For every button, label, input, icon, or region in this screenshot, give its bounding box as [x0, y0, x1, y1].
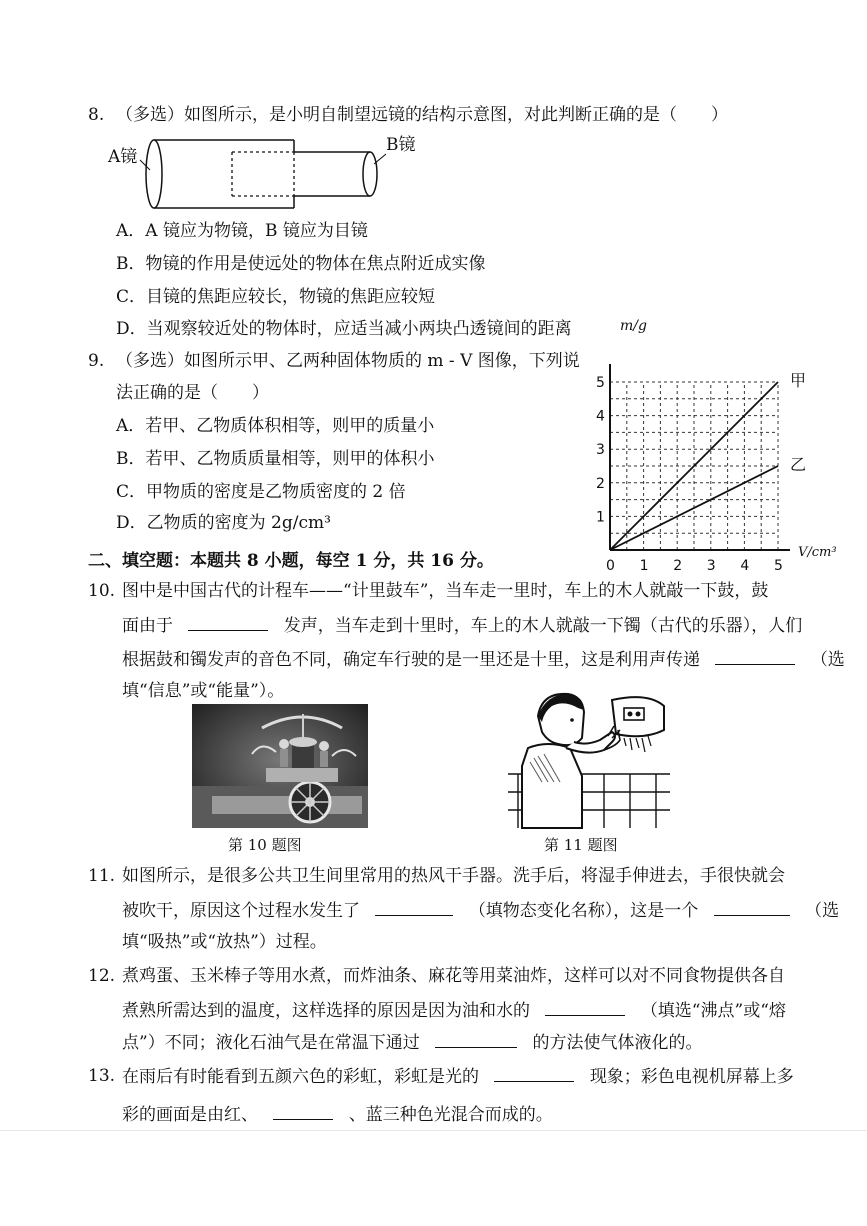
y-axis-label: m/g — [620, 318, 647, 334]
q13-line2 — [122, 1103, 553, 1126]
q13-line2-start: 彩的画面是由红、 — [122, 1105, 258, 1125]
q12-line3 — [122, 1031, 703, 1054]
q10-number: 10. — [88, 581, 116, 601]
x-axis-label: V/cm³ — [798, 545, 837, 560]
series-label: 乙 — [790, 455, 807, 474]
q9-number: 9. — [88, 351, 105, 371]
q8-option-a: A．A 镜应为物镜，B 镜应为目镜 — [116, 221, 368, 241]
q13-line1-start: 在雨后有时能看到五颜六色的彩虹，彩虹是光的 — [122, 1067, 479, 1087]
q13-line2-end: 、蓝三种色光混合而成的。 — [348, 1105, 553, 1125]
q9-stem-line2: 法正确的是（ ） — [116, 383, 269, 403]
q11-blank-2[interactable] — [714, 899, 790, 916]
q11-blank-1[interactable] — [375, 899, 453, 916]
lens-b-label: B镜 — [386, 135, 416, 155]
x-tick-label: 2 — [673, 558, 683, 574]
q10-line2-end: 发声，当车走到十里时，车上的木人就敲一下镯（古代的乐器），人们 — [283, 616, 803, 636]
q13-blank-1[interactable] — [494, 1065, 574, 1082]
q11-line2-mid: （填物态变化名称），这是一个 — [468, 901, 699, 921]
q8-option-b: B．物镜的作用是使远处的物体在焦点附近成实像 — [116, 254, 486, 274]
q10-line2 — [122, 614, 802, 637]
q12-line1: 煮鸡蛋、玉米棒子等用水煮，而炸油条、麻花等用菜油炸，这样可以对不同食物提供各自 — [122, 966, 785, 986]
y-tick-label: 4 — [596, 408, 605, 425]
q9-option-d: D．乙物质的密度为 2g/cm³ — [116, 513, 331, 533]
q8-option-d: D．当观察较近处的物体时，应适当减小两块凸透镜间的距离 — [116, 319, 572, 339]
q12-blank-2[interactable] — [435, 1031, 517, 1048]
y-tick-label: 2 — [596, 475, 605, 492]
x-tick-label: 5 — [774, 558, 783, 574]
q8-number: 8. — [88, 105, 105, 125]
lens-a-label: A镜 — [108, 147, 138, 167]
q10-line3-end: （选 — [810, 650, 845, 670]
q9-option-c: C．甲物质的密度是乙物质密度的 2 倍 — [116, 482, 406, 502]
q11-number: 11. — [88, 866, 116, 886]
q10-line2-start: 面由于 — [122, 616, 173, 636]
q12-blank-1[interactable] — [545, 999, 625, 1016]
mv-chart — [592, 312, 860, 574]
y-tick-label: 5 — [596, 375, 605, 391]
q12-number: 12. — [88, 966, 116, 986]
q12-line2-start: 煮熟所需达到的温度，这样选择的原因是因为油和水的 — [122, 1001, 530, 1021]
q10-line3-start: 根据鼓和镯发声的音色不同，确定车行驶的是一里还是十里，这是利用声传递 — [122, 650, 700, 670]
q9-option-b: B．若甲、乙物质质量相等，则甲的体积小 — [116, 449, 435, 469]
q11-line1: 如图所示，是很多公共卫生间里常用的热风干手器。洗手后，将湿手伸进去，手很快就会 — [122, 866, 785, 886]
q10-line3 — [122, 648, 845, 671]
fig11-caption: 第 11 题图 — [544, 836, 618, 854]
q8-stem: （多选）如图所示，是小明自制望远镜的结构示意图，对此判断正确的是（ ） — [116, 105, 728, 125]
q12-line2 — [122, 999, 786, 1022]
q10-line4: 填“信息”或“能量”）。 — [122, 681, 285, 701]
x-tick-label: 3 — [706, 558, 716, 574]
q12-line3-end: 的方法使气体液化的。 — [532, 1033, 703, 1053]
q13-line1 — [122, 1065, 794, 1088]
hand-dryer-illustration — [508, 686, 670, 828]
q13-blank-2[interactable] — [273, 1103, 333, 1120]
page-bottom-rule — [0, 1130, 867, 1131]
x-tick-label: 4 — [740, 558, 750, 574]
y-tick-label: 1 — [596, 509, 605, 526]
x-tick-label: 1 — [639, 558, 649, 574]
section-title: 二、填空题：本题共 8 小题，每空 1 分，共 16 分。 — [88, 551, 494, 571]
q10-line1: 图中是中国古代的计程车——“计里鼓车”，当车走一里时，车上的木人就敲一下鼓，鼓 — [122, 581, 769, 601]
telescope-diagram — [108, 134, 428, 214]
q9-option-a: A．若甲、乙物质体积相等，则甲的质量小 — [116, 416, 435, 436]
q11-line2-end: （选 — [805, 901, 840, 921]
q12-line2-end: （填选“沸点”或“熔 — [640, 1001, 786, 1021]
y-tick-label: 3 — [596, 442, 605, 459]
q11-line2-start: 被吹干，原因这个过程水发生了 — [122, 901, 360, 921]
q11-line3: 填“吸热”或“放热”）过程。 — [122, 932, 327, 952]
q8-option-c: C．目镜的焦距应较长，物镜的焦距应较短 — [116, 287, 436, 307]
q11-line2 — [122, 899, 839, 922]
q12-line3-start: 点”）不同；液化石油气是在常温下通过 — [122, 1033, 420, 1053]
q9-stem-line1: （多选）如图所示甲、乙两种固体物质的 m - V 图像，下列说 — [116, 351, 580, 371]
q13-line1-end: 现象；彩色电视机屏幕上多 — [589, 1067, 794, 1087]
drum-cart-photo — [192, 704, 368, 828]
series-label: 甲 — [790, 371, 807, 390]
q13-number: 13. — [88, 1066, 116, 1086]
x-tick-label: 0 — [606, 558, 615, 574]
q10-blank-2[interactable] — [715, 648, 795, 665]
fig10-caption: 第 10 题图 — [228, 836, 302, 854]
mv-chart-svg — [592, 312, 860, 574]
q10-blank-1[interactable] — [188, 614, 268, 631]
